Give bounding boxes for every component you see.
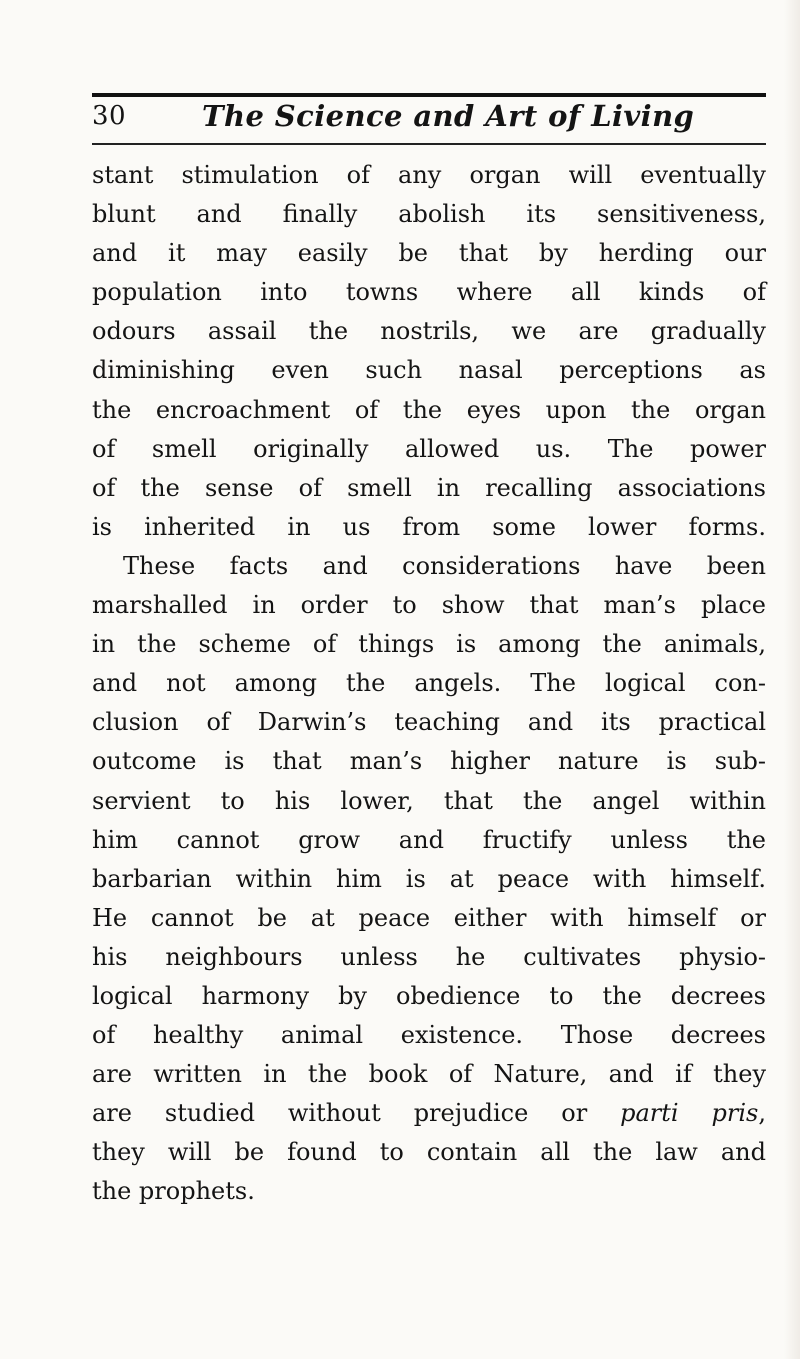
italic-phrase: parti pris	[620, 1099, 759, 1128]
text-line: him cannot grow and fructify unless the	[92, 825, 766, 854]
text-segment: ,	[758, 1099, 766, 1128]
text-line: of smell originally allowed us. The power	[92, 434, 766, 463]
text-line: servient to his lower, that the angel within	[92, 786, 766, 815]
header-rule	[92, 143, 766, 145]
text-line: marshalled in order to show that man’s place	[92, 591, 766, 620]
text-line: diminishing even such nasal perceptions as	[92, 356, 766, 385]
text-line: and it may easily be that by herding our	[92, 239, 766, 268]
text-line: the encroachment of the eyes upon the organ	[92, 395, 766, 424]
text-line: clusion of Darwin’s teaching and its practical	[92, 708, 766, 737]
text-line: are written in the book of Nature, and if they	[92, 1060, 766, 1089]
text-line: outcome is that man’s higher nature is sub-	[92, 747, 766, 776]
text-line-last: the prophets.	[92, 1177, 255, 1206]
text-line: they will be found to contain all the law and	[92, 1138, 766, 1167]
body-text	[92, 156, 766, 1212]
page-edge-shadow	[784, 0, 800, 1359]
text-line: blunt and finally abolish its sensitiveness,	[92, 200, 766, 229]
top-rule	[92, 93, 766, 97]
text-line: barbarian within him is at peace with himself.	[92, 864, 766, 893]
text-line: of healthy animal existence. Those decrees	[92, 1021, 766, 1050]
text-line: of the sense of smell in recalling associations	[92, 473, 766, 502]
text-line: He cannot be at peace either with himself or	[92, 903, 766, 932]
text-line: odours assail the nostrils, we are gradually	[92, 317, 766, 346]
text-line: logical harmony by obedience to the decrees	[92, 981, 766, 1010]
text-segment: are studied without prejudice or	[92, 1099, 621, 1128]
paragraph-start-line: These facts and considerations have been	[123, 551, 766, 580]
text-line-with-italic	[92, 1094, 766, 1133]
page-header	[92, 98, 766, 148]
text-line: population into towns where all kinds of	[92, 278, 766, 307]
text-line: and not among the angels. The logical con-	[92, 669, 766, 698]
page-number: 30	[92, 101, 127, 131]
text-line: stant stimulation of any organ will eventually	[92, 161, 766, 189]
text-line: in the scheme of things is among the animals,	[92, 630, 766, 659]
text-line: his neighbours unless he cultivates physio-	[92, 942, 766, 971]
running-title: The Science and Art of Living	[202, 99, 695, 133]
text-line: is inherited in us from some lower forms.	[92, 512, 766, 541]
